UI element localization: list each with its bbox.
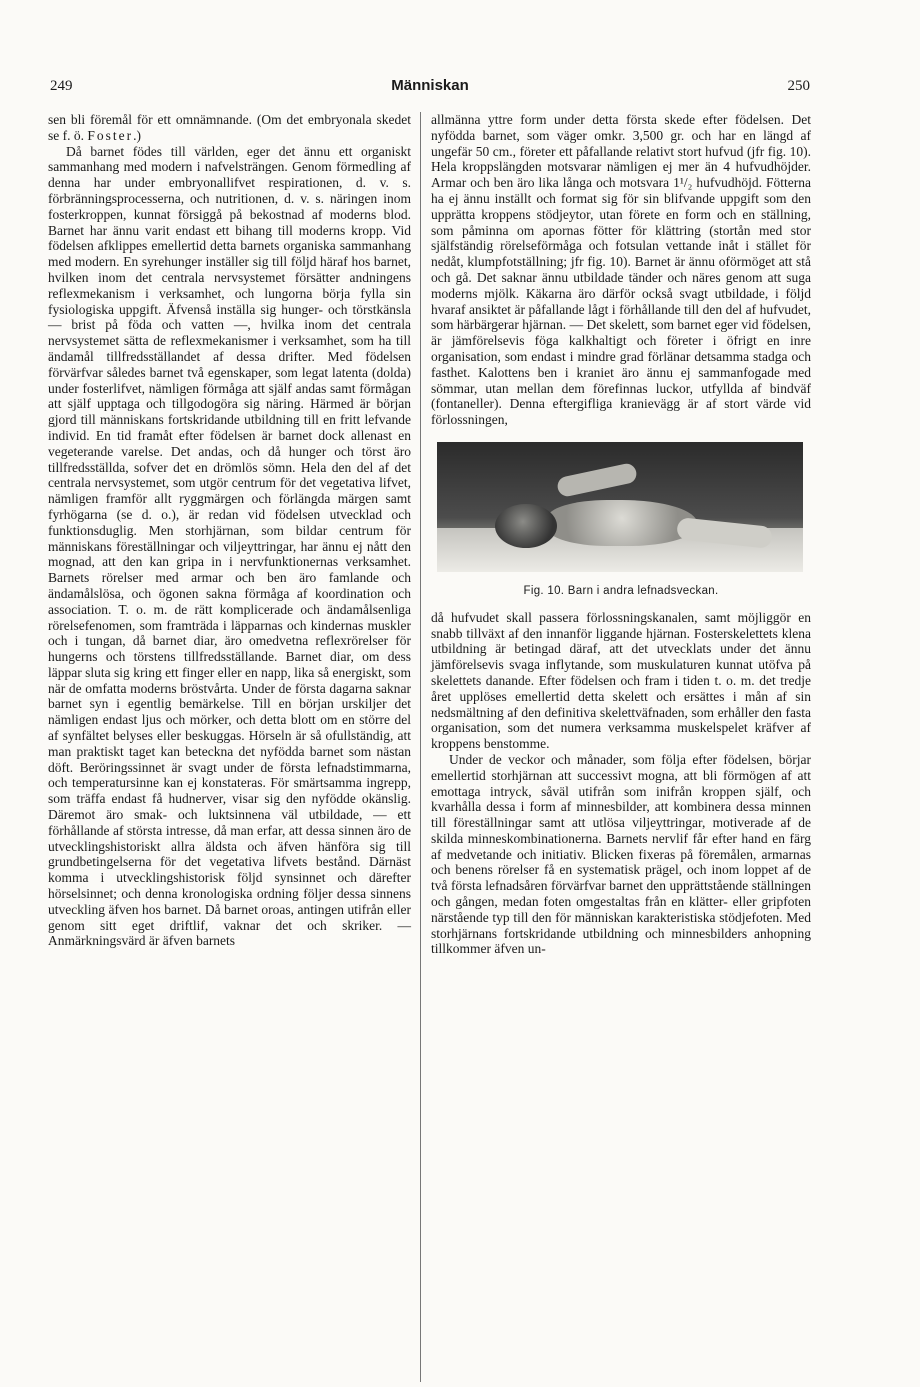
page-number-right: 250 bbox=[787, 78, 810, 94]
right-column bbox=[431, 112, 811, 957]
text-run: sen bli föremål för ett omnämnande. (Om det embryonala skedet se f. ö. bbox=[48, 112, 411, 143]
page-number-left: 249 bbox=[50, 78, 73, 94]
page-header bbox=[50, 78, 810, 100]
running-title: Människan bbox=[391, 77, 469, 94]
cross-reference: Foster bbox=[87, 127, 134, 143]
arm-shape bbox=[556, 462, 638, 498]
figure-caption: Fig. 10. Barn i andra lefnadsveckan. bbox=[523, 584, 719, 597]
paragraph: då hufvudet skall passera förlossningskanalen, samt möjliggör en snabb tillväxt af den innanför liggande hjärnan. Fosterskelettets klena utbildning är betingad däraf, att det utvecklats under det ännu jämförelsevis svaga inflytande, som muskulaturen kunnat utöfva på skelettets danande. Efter födelsen och fram i tiden t. o. m. det tredje året upplöses emellertid detta skelett och ersättes i mån af sin nedsmältning af den definitiva skelettväfnaden, som erhåller den fasta organisation, som det numera verksamma muskelspelet kräfver af kroppens benstomme. bbox=[431, 609, 811, 752]
head-shape bbox=[495, 504, 557, 548]
paragraph: Under de veckor och månader, som följa efter födelsen, börjar emellertid storhjärnan att successivt mogna, att bli förmögen af att emottaga intryck, såväl utifrån som inifrån kroppen själf, och kvarhålla dessa i form af minnesbilder, att kombinera dessa minnen till föreställningar samt att utlösa viljeyttringar, motiverade af de skilda minneskombinationerna. Barnets nervlif får efter hand en färg af medvetande och initiativ. Blicken fixeras på föremålen, armarnas och benens rörelser få en systematisk prägel, och inom loppet af de två första lefnadsåren förvärfvar barnet den upprättstående ställningen och gången, medan foten omgestaltas från en klätter- eller gripfoten närstående typ till den för människan karakteristiska stödjefoten. Med storhjärnans fortskridande utbildning och minnesbilders anhopning tillkommer äfven un- bbox=[431, 751, 811, 957]
body-shape bbox=[547, 500, 697, 546]
infant-photo bbox=[437, 442, 803, 572]
paragraph: allmänna yttre form under detta första skede efter födelsen. Det nyfödda barnet, som väger omkr. 3,500 gr. och har en längd af ungefär 50 cm., företer ett påfallande relativt stort hufvud (jfr fig. 10). Hela kroppslängden motsvarar nämligen ej mer än 4 hufvudhöjder. Armar och ben äro lika långa och motsvara 1¹/₂ hufvudhöjd. Fötterna ha ej ännu inställt och format sig för sin blifvande uppgift som den upprätta kroppens stödjeytor, utan förete en form och en ställning, som påminna om apornas fötter för klättring (stortån med stor själfständig rörelseförmåga och fotsulan vettande inåt i stället för nedåt, klumpfotställning; jfr fig. 10). Barnet är ännu oförmöget att stå och gå. Det saknar ännu utbildade tänder och näres genom att suga moderns mjölk. Käkarna äro därför också svagt utbildade, i följd hvaraf ansiktet är påfallande lågt i förhållande till den del af hufvudet, som härbärgerar hjärnan. — Det skelett, som barnet eger vid födelsen, är jämförelsevis föga kalkhaltigt och företer i öfrigt en inre organisation, som endast i mindre grad förlänar detsamma stadga och fasthet. Kalottens ben i kraniet äro ännu ej sammanfogade med sömmar, utan mellan dem förefinnas luckor, utfyllda af bindväf (fontaneller). Denna eftergifliga kranievägg är af stort värde vid förlossningen, bbox=[431, 112, 811, 428]
paragraph bbox=[48, 112, 411, 144]
text-run: .) bbox=[133, 127, 141, 143]
figure bbox=[431, 442, 811, 600]
paragraph: Då barnet födes till världen, eger det ännu ett organiskt sammanhang med modern i nafvelsträngen. Genom förmedling af denna har under embryonallifvet respirationen, d. v. s. förbränningsprocesserna, och nutritionen, d. v. s. näringen inom fosterkroppen, kunnat försiggå på bekostnad af moderns blod. Barnet har ännu varit endast ett bihang till moderns kropp. Vid födelsen afklippes emellertid detta barnets organiska sammanhang med modern. En syrehunger inställer sig till följd häraf hos barnet, hvilken inom det centrala nervsystemet försätter andningens reflexmekanism i verksamhet, och lungorna börja fylla sin fysiologiska uppgift. Äfvenså inställa sig hunger- och törstkänsla — brist på föda och vatten —, hvilka inom det centrala nervsystemet sätta de reflexmekanismer i verksamhet, som ha till ändamål tillfredsställandet af dessa drifter. Med födelsen förvärfvar således barnet två egenskaper, som legat latenta (dolda) under fosterlifvet, nämligen förmåga att själf andas samt förmågan att själf upptaga och tillgodogöra sig näring. Härmed är början gjord till människans fortskridande utbildning till en fritt lefvande individ. En tid framåt efter födelsen är barnet dock allenast en vegeterande varelse. Det andas, och då hunger och törst äro tillfredsställda, sofver det en drömlös sömn. Hela den del af det centrala nervsystemet, som utgör centrum för det vegetativa lifvet, nämligen framför allt ryggmärgen och förlängda märgen samt fyrhögarna (se d. o.), är redan vid födelsen utvecklad och funktionsduglig. Men storhjärnan, som bildar centrum för människans föreställningar och viljeyttringar, har ännu ej nått den mognad, att den kan gripa in i nervfunktionernas verksamhet. Barnets rörelser med armar och ben äro famlande och ändamålslösa, och ögonen sakna förmåga af koordination och association. T. o. m. de rätt komplicerade och ändamålsenliga rörelsefenomen, som framträda i läpparnas och kindernas muskler och i tungan, då barnet diar, äro omedvetna reflexrörelser för hungerns och törstens tillfredsställande. Barnet diar, om dess läppar sluta sig kring ett finger eller en napp, lika så energiskt, som när de omfatta moderns bröstvårta. Under de första dagarna saknar barnet syn i egentlig bemärkelse. Till en början urskiljer det nämligen endast ljus och mörker, och detta blott om en större del af synfältet belyses eller beskuggas. Hörseln är så ofullständig, att man praktiskt taget kan beteckna det nyfödda barnet som nästan döft. Beröringssinnet är svagt under de första lefnadstimmarna, och temperatursinne kan ej konstateras. För smärtsamma ingrepp, som träffa endast få hudnerver, visar sig den nyfödde okänslig. Däremot äro smak- och luktsinnena väl utbildade, — ett förhållande af största intresse, då man erfar, att dessa sinnen äro de utvecklingshistoriskt allra äldsta och äfven hänföra sig till grundbetingelserna för det vegetativa lifvets bestånd. Därnäst komma i utvecklingshistorisk följd synsinnet och därefter hörselsinnet; och denna kronologiska ordning följer dessa sinnens utveckling äfven hos barnet. Då barnet oroas, antingen utifrån eller genom sitt eget driftlif, vaknar det och skriker. — Anmärkningsvärd är äfven barnets bbox=[48, 143, 411, 949]
left-column bbox=[48, 112, 411, 949]
column-divider bbox=[420, 112, 421, 1382]
